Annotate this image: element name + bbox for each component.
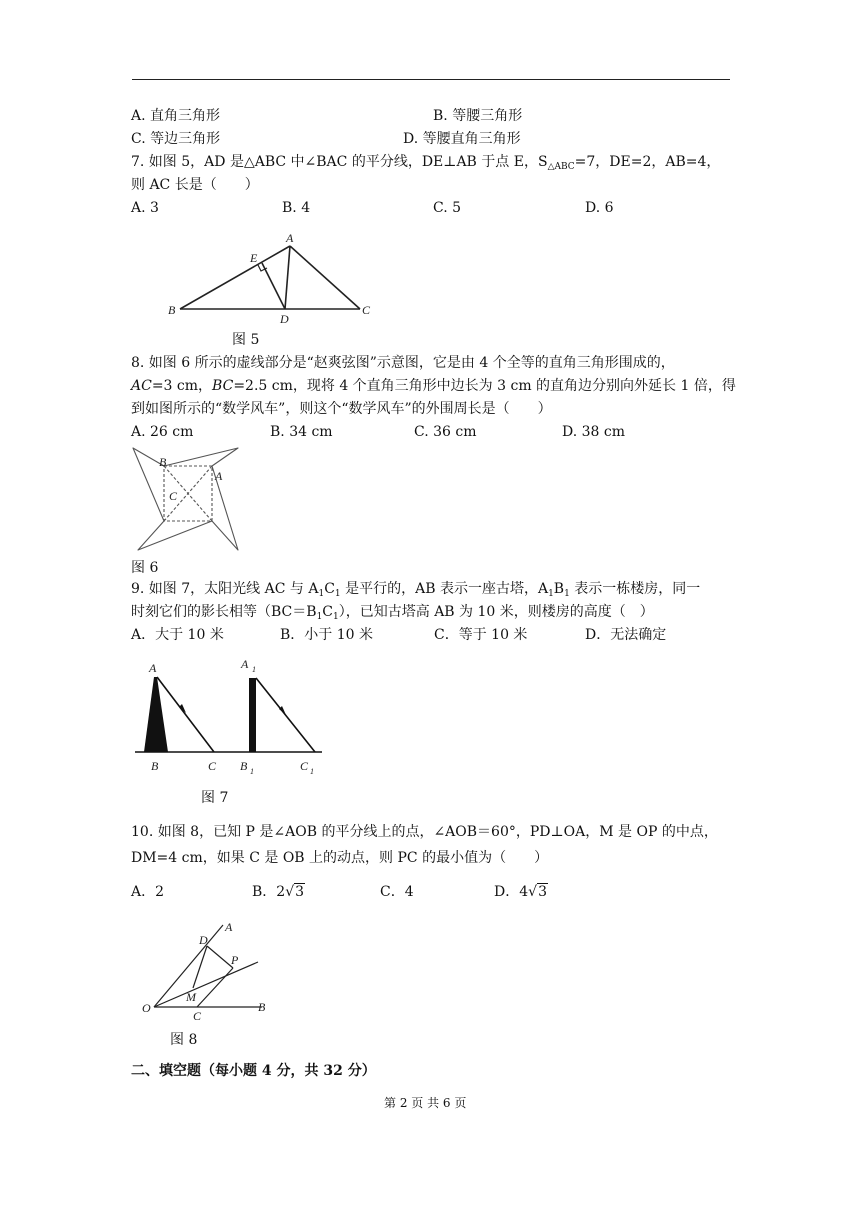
fig8-label-b: B <box>258 1000 266 1014</box>
fig8-label-o: O <box>142 1001 151 1015</box>
q6-option-a: A. 直角三角形 <box>131 108 221 124</box>
q10-option-c: C．4 <box>380 884 414 900</box>
q10-option-a: A．2 <box>131 884 165 900</box>
fig8-label-c: C <box>193 1009 202 1023</box>
fig7-label-b: B <box>151 759 159 773</box>
fig7-label-b1-sub: 1 <box>250 767 254 776</box>
figure-5 <box>160 225 390 325</box>
fig8-label-a: A <box>225 920 233 934</box>
fig5-label-e: E <box>250 251 258 265</box>
fig6-label-b: B <box>159 455 167 469</box>
fig5-label-c: C <box>362 303 371 317</box>
fig7-label-c: C <box>208 759 217 773</box>
q7-option-d: D. 6 <box>585 200 614 216</box>
fig6-label-a: A <box>215 469 223 483</box>
q6-option-b: B. 等腰三角形 <box>433 108 523 124</box>
q9-stem-line1: 9. 如图 7，太阳光线 AC 与 $A_1C_1$ 是平行的，AB 表示一座古塔，$A_1B_1$ 表示一栋楼房，同一 <box>131 581 701 599</box>
q10-option-d: D．4√3 <box>494 884 547 900</box>
q6-option-d: D. 等腰直角三角形 <box>403 131 521 147</box>
q9-option-d: D．无法确定 <box>585 627 667 643</box>
fig7-label-c1-sub: 1 <box>310 767 314 776</box>
q10-stem-line2: DM=4 cm，如果 C 是 OB 上的动点，则 PC 的最小值为（ ） <box>131 850 549 866</box>
section-2-title: 二、填空题（每小题 4 分，共 32 分） <box>131 1063 376 1079</box>
q9-option-a: A．大于 10 米 <box>131 627 224 643</box>
q7-option-b: B. 4 <box>282 200 311 216</box>
fig5-label-a: A <box>286 231 294 245</box>
header-rule <box>132 79 730 80</box>
q10-option-b: B．2√3 <box>252 884 305 900</box>
figure-5-caption: 图 5 <box>232 332 260 348</box>
fig7-label-a1-sub: 1 <box>252 665 256 674</box>
q9-stem-line2: 时刻它们的影长相等$(BC=B_1C_1)$，已知古塔高 AB 为 10 米，则楼房的高度（ ） <box>131 604 654 622</box>
q9-option-b: B．小于 10 米 <box>280 627 374 643</box>
fig5-label-b: B <box>168 303 176 317</box>
q9-option-c: C．等于 10 米 <box>434 627 528 643</box>
figure-6 <box>128 444 243 554</box>
q7-stem-line1: 7. 如图 5，AD 是△ABC 中∠BAC 的平分线，DE⊥AB 于点 E，$S_{\triangle ABC}=7$，DE=2，AB=4， <box>131 154 721 172</box>
fig8-label-p: P <box>231 953 239 967</box>
q8-stem-line1: 8. 如图 6 所示的虚线部分是“赵爽弦图”示意图，它是由 4 个全等的直角三角形围成的， <box>131 355 675 371</box>
q7-option-c: C. 5 <box>433 200 462 216</box>
fig7-label-c1: C <box>300 759 309 773</box>
fig8-label-m: M <box>186 990 196 1004</box>
q8-option-b: B. 34 cm <box>270 424 333 440</box>
figure-6-caption: 图 6 <box>131 560 159 576</box>
q6-option-c: C. 等边三角形 <box>131 131 221 147</box>
fig7-label-a1: A <box>241 657 249 671</box>
q8-option-c: C. 36 cm <box>414 424 477 440</box>
figure-7-caption: 图 7 <box>201 790 229 806</box>
figure-8 <box>140 918 280 1023</box>
q8-option-a: A. 26 cm <box>131 424 194 440</box>
q7-option-a: A. 3 <box>131 200 159 216</box>
figure-8-caption: 图 8 <box>170 1032 198 1048</box>
page-footer: 第 2 页 共 6 页 <box>384 1096 467 1110</box>
q10-stem-line1: 10. 如图 8，已知 P 是∠AOB 的平分线上的点，∠AOB＝60°，PD⊥OA，M 是 OP 的中点， <box>131 824 718 840</box>
figure-7 <box>130 655 330 780</box>
fig8-label-d: D <box>199 933 208 947</box>
q8-option-d: D. 38 cm <box>562 424 626 440</box>
fig7-label-b1: B <box>240 759 248 773</box>
q8-stem-line2: AC=3 cm，BC=2.5 cm，现将 4 个直角三角形中边长为 3 cm 的直角边分别向外延长 1 倍，得 <box>131 378 736 394</box>
fig5-label-d: D <box>280 312 289 326</box>
fig7-label-a: A <box>149 661 157 675</box>
fig6-label-c: C <box>169 489 178 503</box>
q8-stem-line3: 到如图所示的“数学风车”，则这个“数学风车”的外围周长是（ ） <box>131 401 552 417</box>
q7-stem-line2: 则 AC 长是（ ） <box>131 177 259 193</box>
